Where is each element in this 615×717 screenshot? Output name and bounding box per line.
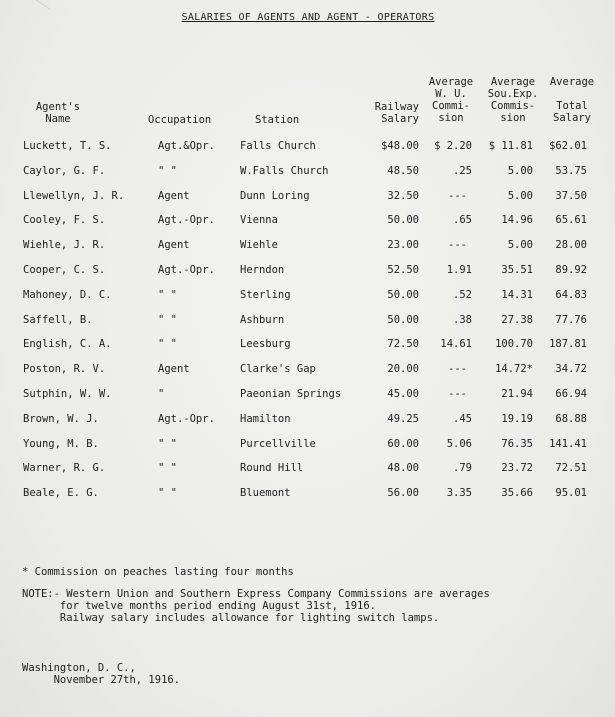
railway-salary-cell: 45.00 [387, 388, 419, 400]
total-salary-cell: 34.72 [555, 363, 587, 376]
se-commission-cell: $ 11.81 [488, 140, 533, 152]
wu-commission-cell: 5.06 [446, 437, 472, 450]
total-salary-cell: 72.51 [555, 462, 587, 475]
railway-salary-cell: 20.00 [387, 363, 419, 376]
header-total [544, 76, 600, 124]
agent-name-cell: Mahoney, D. C. [23, 288, 112, 301]
se-commission-cell: 14.72* [495, 363, 533, 376]
header-se-line-1: Average [490, 76, 536, 88]
footnote: * Commission on peaches lasting four months [22, 566, 294, 578]
agent-name-cell: Brown, W. J. [23, 412, 99, 425]
header-wu-line-3: Commi- [432, 100, 470, 112]
station-cell: Vienna [240, 214, 278, 227]
agent-name-cell: Llewellyn, J. R. [23, 189, 125, 202]
se-commission-cell: 100.70 [495, 338, 533, 351]
table-row [0, 190, 615, 204]
total-salary-cell: 89.92 [555, 264, 587, 276]
table-row [0, 264, 615, 278]
wu-commission-cell: 14.61 [440, 338, 472, 351]
wu-commission-cell: --- [448, 239, 467, 252]
agent-name-cell: Poston, R. V. [23, 363, 106, 376]
total-salary-cell: 64.83 [555, 288, 587, 301]
se-commission-cell: 35.51 [501, 264, 533, 276]
wu-commission-cell: .38 [453, 313, 472, 326]
occupation-cell: " " [158, 313, 177, 326]
se-commission-cell: 27.38 [501, 313, 533, 326]
railway-salary-cell: 48.00 [387, 462, 419, 475]
agent-name-cell: Young, M. B. [23, 437, 99, 450]
header-se-line-4: sion [500, 112, 526, 124]
header-railway [375, 101, 419, 125]
wu-commission-cell: --- [448, 189, 467, 202]
agent-name-cell: Cooley, F. S. [23, 214, 106, 227]
station-cell: Dunn Loring [240, 189, 310, 202]
header-name-line-2: Name [45, 113, 71, 125]
station-cell: Round Hill [240, 462, 304, 475]
table-row [0, 462, 615, 476]
header-railway-line-1: Railway [374, 101, 419, 113]
table-row [0, 314, 615, 328]
total-salary-cell: $62.01 [549, 140, 587, 152]
occupation-cell: " " [158, 462, 177, 475]
railway-salary-cell: 23.00 [387, 239, 419, 252]
total-salary-cell: 77.76 [555, 313, 587, 326]
station-cell: Leesburg [240, 338, 291, 351]
occupation-cell: Agent [158, 189, 190, 202]
wu-commission-cell: 3.35 [446, 487, 472, 500]
header-wu-line-2: W. U. [435, 88, 467, 100]
railway-salary-cell: 50.00 [387, 313, 419, 326]
agent-name-cell: English, C. A. [23, 338, 112, 351]
header-se [483, 76, 543, 124]
se-commission-cell: 5.00 [507, 164, 533, 177]
wu-commission-cell: --- [448, 388, 467, 400]
station-cell: Herndon [240, 264, 285, 276]
header-total-line-2: Total [556, 100, 588, 112]
total-salary-cell: 28.00 [555, 239, 587, 252]
table-row [0, 140, 615, 154]
se-commission-cell: 5.00 [507, 239, 533, 252]
header-railway-line-2: Salary [381, 113, 419, 125]
table-row [0, 289, 615, 303]
occupation-cell: " " [158, 164, 177, 177]
header-name [28, 101, 88, 125]
station-cell: Falls Church [240, 140, 316, 152]
occupation-cell: " " [158, 487, 177, 500]
wu-commission-cell: 1.91 [446, 264, 472, 276]
station-cell: W.Falls Church [240, 164, 329, 177]
corner-fold-mark [26, 0, 51, 21]
total-salary-cell: 95.01 [555, 487, 587, 500]
table-row [0, 239, 615, 253]
railway-salary-cell: $48.00 [381, 140, 419, 152]
agent-name-cell: Luckett, T. S. [23, 140, 112, 152]
header-station: Station [255, 114, 300, 126]
railway-salary-cell: 50.00 [387, 288, 419, 301]
header-name-line-1: Agent's [35, 101, 81, 113]
occupation-cell: " " [158, 288, 177, 301]
railway-salary-cell: 72.50 [387, 338, 419, 351]
railway-salary-cell: 52.50 [387, 264, 419, 276]
se-commission-cell: 35.66 [501, 487, 533, 500]
railway-salary-cell: 48.50 [387, 164, 419, 177]
se-commission-cell: 5.00 [507, 189, 533, 202]
agent-name-cell: Caylor, G. F. [23, 164, 106, 177]
total-salary-cell: 65.61 [555, 214, 587, 227]
table-row [0, 413, 615, 427]
total-salary-cell: 141.41 [549, 437, 587, 450]
occupation-cell: " [158, 388, 165, 400]
se-commission-cell: 76.35 [501, 437, 533, 450]
station-cell: Ashburn [240, 313, 285, 326]
total-salary-cell: 53.75 [555, 164, 587, 177]
railway-salary-cell: 32.50 [387, 189, 419, 202]
railway-salary-cell: 49.25 [387, 412, 419, 425]
wu-commission-cell: .25 [453, 164, 472, 177]
station-cell: Paeonian Springs [240, 388, 342, 400]
station-cell: Hamilton [240, 412, 291, 425]
station-cell: Purcellville [240, 437, 316, 450]
occupation-cell: Agent [158, 239, 190, 252]
agent-name-cell: Sutphin, W. W. [23, 388, 112, 400]
header-wu [421, 76, 481, 124]
se-commission-cell: 14.31 [501, 288, 533, 301]
railway-salary-cell: 50.00 [387, 214, 419, 227]
se-commission-cell: 19.19 [501, 412, 533, 425]
total-salary-cell: 37.50 [555, 189, 587, 202]
header-se-line-2: Sou.Exp. [487, 88, 539, 100]
railway-salary-cell: 56.00 [387, 487, 419, 500]
se-commission-cell: 21.94 [501, 388, 533, 400]
se-commission-cell: 23.72 [501, 462, 533, 475]
note-text: NOTE:- Western Union and Southern Express Company Commissions are averages for twelve months period ending August 31st, 1916. Railway salary includes allowance for lighting switch lamps. [22, 588, 490, 624]
wu-commission-cell: .65 [453, 214, 472, 227]
header-wu-line-4: sion [438, 112, 464, 124]
header-wu-line-1: Average [428, 76, 474, 88]
agent-name-cell: Warner, R. G. [23, 462, 106, 475]
wu-commission-cell: --- [448, 363, 467, 376]
se-commission-cell: 14.96 [501, 214, 533, 227]
station-cell: Sterling [240, 288, 291, 301]
agent-name-cell: Beale, E. G. [23, 487, 99, 500]
header-se-line-3: Commis- [490, 100, 536, 112]
table-row [0, 363, 615, 377]
wu-commission-cell: .79 [453, 462, 472, 475]
header-occupation: Occupation [148, 114, 212, 126]
occupation-cell: " " [158, 338, 177, 351]
occupation-cell: Agt.-Opr. [158, 412, 215, 425]
place-date: Washington, D. C., November 27th, 1916. [22, 662, 181, 686]
header-total-line-3: Salary [553, 112, 591, 124]
occupation-cell: Agent [158, 363, 190, 376]
station-cell: Wiehle [240, 239, 278, 252]
station-cell: Bluemont [240, 487, 291, 500]
total-salary-cell: 187.81 [549, 338, 587, 351]
table-row [0, 487, 615, 501]
header-total-line-1: Average [549, 76, 595, 88]
agent-name-cell: Cooper, C. S. [23, 264, 106, 276]
station-cell: Clarke's Gap [240, 363, 316, 376]
table-row [0, 214, 615, 228]
wu-commission-cell: $ 2.20 [434, 140, 472, 152]
wu-commission-cell: .45 [453, 412, 472, 425]
document-title: SALARIES OF AGENTS AND AGENT - OPERATORS [181, 12, 435, 23]
total-salary-cell: 66.94 [555, 388, 587, 400]
occupation-cell: Agt.-Opr. [158, 214, 215, 227]
agent-name-cell: Wiehle, J. R. [23, 239, 106, 252]
occupation-cell: Agt.-Opr. [158, 264, 215, 276]
table-row [0, 438, 615, 452]
table-row [0, 165, 615, 179]
agent-name-cell: Saffell, B. [23, 313, 93, 326]
table-row [0, 388, 615, 402]
wu-commission-cell: .52 [453, 288, 472, 301]
occupation-cell: Agt.&Opr. [158, 140, 215, 152]
railway-salary-cell: 60.00 [387, 437, 419, 450]
occupation-cell: " " [158, 437, 177, 450]
total-salary-cell: 68.88 [555, 412, 587, 425]
table-row [0, 338, 615, 352]
